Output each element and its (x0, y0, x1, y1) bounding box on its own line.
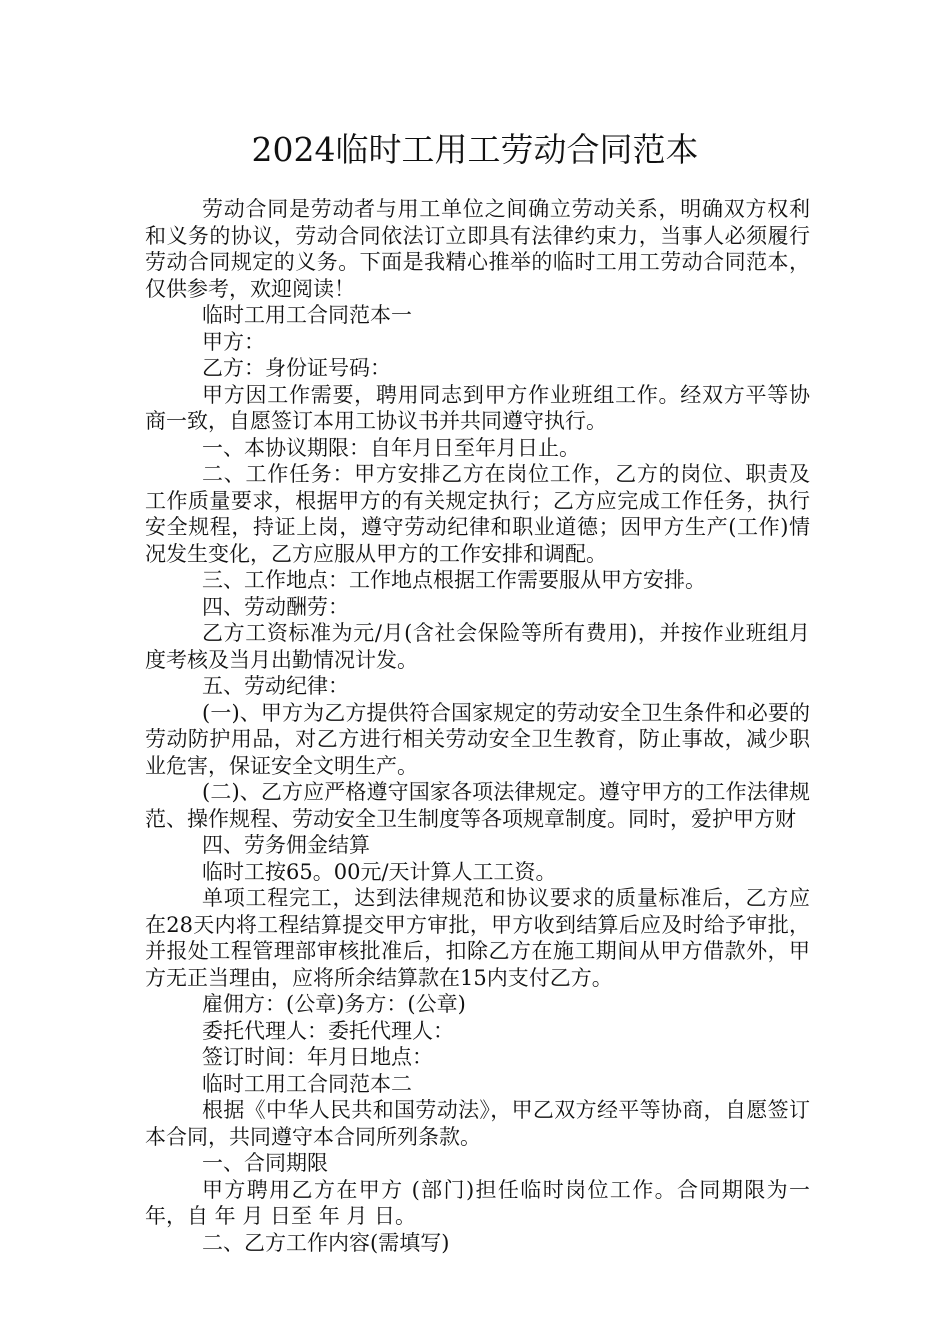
signature-line: 委托代理人：委托代理人： (202, 1018, 454, 1043)
clause: 二、工作任务：甲方安排乙方在岗位工作，乙方的岗位、职责及工作质量要求，根据甲方的有关规定执行；乙方应完成工作任务，执行安全规程，持证上岗，遵守劳动纪律和职业道德；因甲方生产(工作)情况发生变化，乙方应服从甲方的工作安排和调配。 (145, 462, 810, 566)
signature-line: 雇佣方：(公章)务方：(公章) (202, 992, 466, 1016)
sub-clause: (一)、甲方为乙方提供符合国家规定的劳动安全卫生条件和必要的劳动防护用品，对乙方进行相关劳动安全卫生教育，防止事故，减少职业危害，保证安全文明生产。 (145, 700, 810, 778)
document-title: 2024临时工用工劳动合同范本 (251, 130, 699, 169)
paragraph-intro: 劳动合同是劳动者与用工单位之间确立劳动关系，明确双方权利和义务的协议，劳动合同依法订立即具有法律约束力，当事人必须履行劳动合同规定的义务。下面是我精心推举的临时工用工劳动合同范本，仅供参考，欢迎阅读！ (145, 197, 810, 301)
signature-line: 签订时间：年月日地点： (202, 1045, 433, 1069)
section-heading: 临时工用工合同范本一 (202, 303, 412, 327)
paragraph: 临时工按65。00元/天计算人工工资。 (202, 859, 557, 884)
clause: 三、工作地点：工作地点根据工作需要服从甲方安排。 (202, 568, 706, 592)
document-body (145, 196, 810, 1256)
paragraph: 根据《中华人民共和国劳动法》，甲乙双方经平等协商，自愿签订本合同，共同遵守本合同所列条款。 (145, 1098, 810, 1149)
paragraph: 乙方工资标准为元/月(含社会保险等所有费用)，并按作业班组月度考核及当月出勤情况计发。 (145, 621, 810, 672)
paragraph: 单项工程完工，达到法律规范和协议要求的质量标准后，乙方应在28天内将工程结算提交甲方审批，甲方收到结算后应及时给予审批，并报处工程管理部审核批准后，扣除乙方在施工期间从甲方借款外，甲方无正当理由，应将所余结算款在15内支付乙方。 (145, 886, 810, 990)
section-heading: 临时工用工合同范本二 (202, 1071, 412, 1096)
sub-clause: (二)、乙方应严格遵守国家各项法律规定。遵守甲方的工作法律规范、操作规程、劳动安全卫生制度等各项规章制度。同时，爱护甲方财 (145, 780, 810, 831)
party-b-line: 乙方：身份证号码： (202, 356, 391, 380)
paragraph: 甲方因工作需要，聘用同志到甲方作业班组工作。经双方平等协商一致，自愿签订本用工协议书并共同遵守执行。 (145, 382, 810, 433)
clause: 四、劳动酬劳： (202, 594, 349, 619)
party-a-line: 甲方： (202, 329, 265, 354)
clause: 五、劳动纪律： (202, 674, 349, 698)
paragraph: 甲方聘用乙方在甲方 (部门)担任临时岗位工作。合同期限为一年，自 年 月 日至 年 月 日。 (145, 1177, 810, 1228)
clause: 一、本协议期限：自年月日至年月日止。 (202, 435, 580, 460)
clause: 二、乙方工作内容(需填写) (202, 1230, 450, 1255)
clause: 一、合同期限 (202, 1151, 328, 1175)
clause: 四、劳务佣金结算 (202, 833, 370, 857)
